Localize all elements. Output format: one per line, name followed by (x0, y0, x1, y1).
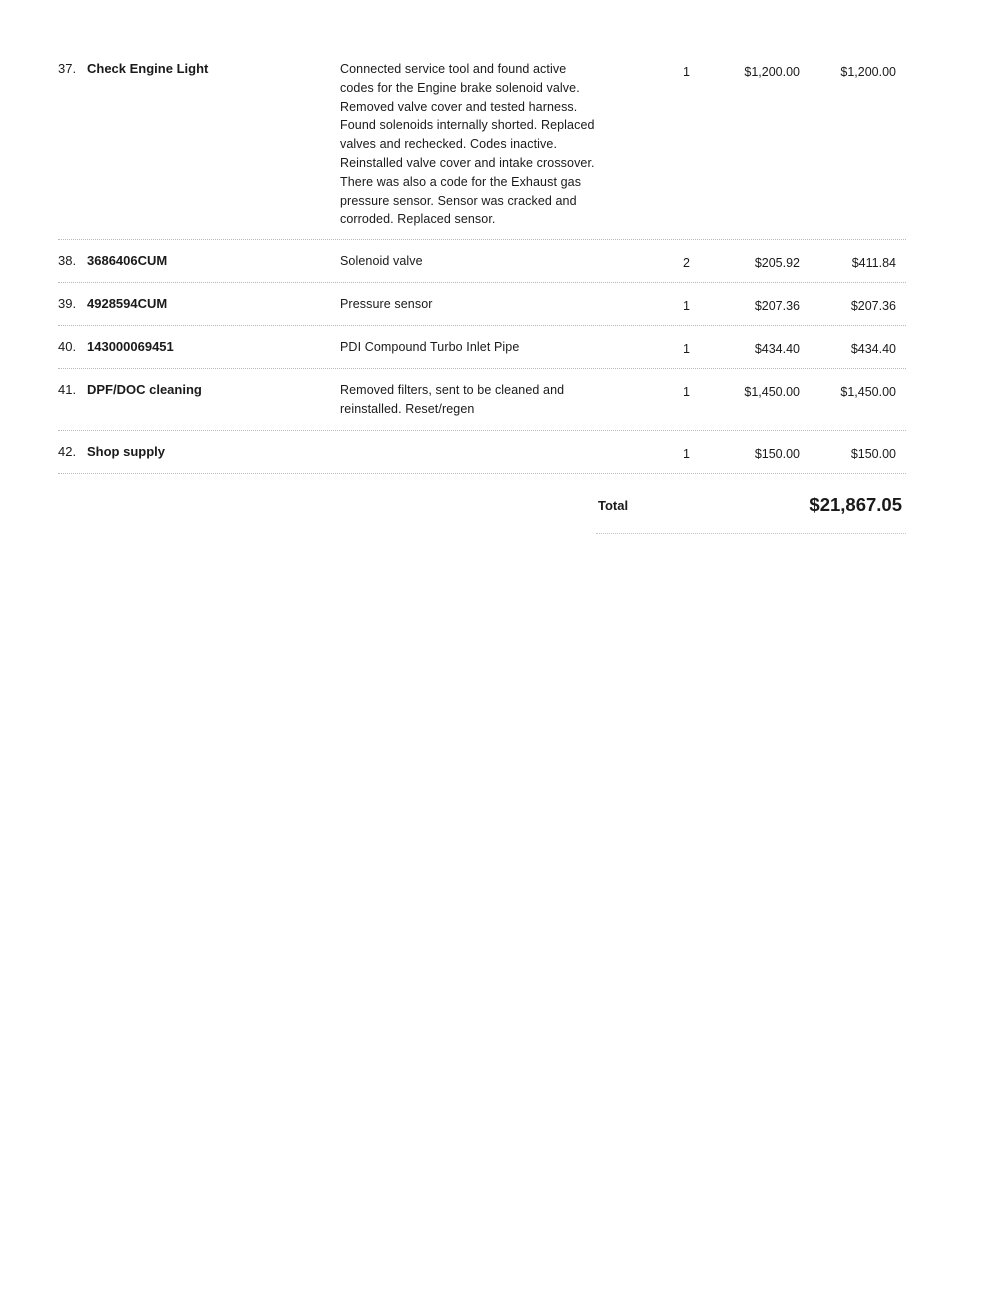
item-qty: 1 (683, 65, 690, 79)
item-name: 4928594CUM (87, 296, 168, 311)
item-name: 143000069451 (87, 339, 174, 354)
line-item-37 (58, 58, 906, 240)
item-number: 39. (58, 296, 77, 311)
item-qty: 1 (683, 447, 690, 461)
item-amount: $150.00 (850, 447, 896, 461)
item-cell (58, 443, 340, 461)
item-qty: 1 (683, 299, 690, 313)
item-cell (58, 60, 340, 78)
line-item-41 (58, 369, 906, 431)
item-description: Pressure sensor (340, 297, 433, 311)
item-qty: 1 (683, 385, 690, 399)
item-name: Check Engine Light (87, 61, 209, 76)
line-item-39 (58, 283, 906, 326)
item-name: DPF/DOC cleaning (87, 382, 202, 397)
item-amount: $207.36 (850, 299, 896, 313)
item-description: PDI Compound Turbo Inlet Pipe (340, 340, 520, 354)
item-number: 42. (58, 444, 77, 459)
item-rate: $207.36 (754, 299, 800, 313)
item-rate: $1,200.00 (744, 65, 800, 79)
item-amount: $1,200.00 (840, 65, 896, 79)
item-rate: $150.00 (754, 447, 800, 461)
invoice-total (596, 494, 906, 534)
item-number: 41. (58, 382, 77, 397)
item-cell (58, 381, 340, 399)
item-qty: 2 (683, 256, 690, 270)
item-description: Solenoid valve (340, 254, 423, 268)
item-rate: $434.40 (754, 342, 800, 356)
item-rate: $1,450.00 (744, 385, 800, 399)
item-number: 40. (58, 339, 77, 354)
item-name: Shop supply (87, 444, 165, 459)
total-value: $21,867.05 (809, 494, 902, 515)
item-description: Connected service tool and found active codes for the Engine brake solenoid valve. Removed valve cover and tested harness. Found solenoids internally shorted. Replaced valves and rechecked. Codes inactive. Reinstalled valve cover and intake crossover. There was also a code for the Exhaust gas pressure sensor. Sensor was cracked and corroded. Replaced sensor. (340, 62, 595, 227)
item-amount: $434.40 (850, 342, 896, 356)
line-item-42 (58, 431, 906, 474)
item-number: 38. (58, 253, 77, 268)
item-number: 37. (58, 61, 77, 76)
item-amount: $411.84 (851, 256, 896, 270)
item-amount: $1,450.00 (840, 385, 896, 399)
item-name: 3686406CUM (87, 253, 168, 268)
item-description: Removed filters, sent to be cleaned and reinstalled. Reset/regen (340, 383, 565, 416)
invoice-line-items (58, 58, 906, 474)
item-cell (58, 295, 340, 313)
line-item-40 (58, 326, 906, 369)
item-rate: $205.92 (754, 256, 800, 270)
item-cell (58, 252, 340, 270)
line-item-38 (58, 240, 906, 283)
item-cell (58, 338, 340, 356)
item-qty: 1 (683, 342, 690, 356)
total-label: Total (598, 498, 629, 513)
